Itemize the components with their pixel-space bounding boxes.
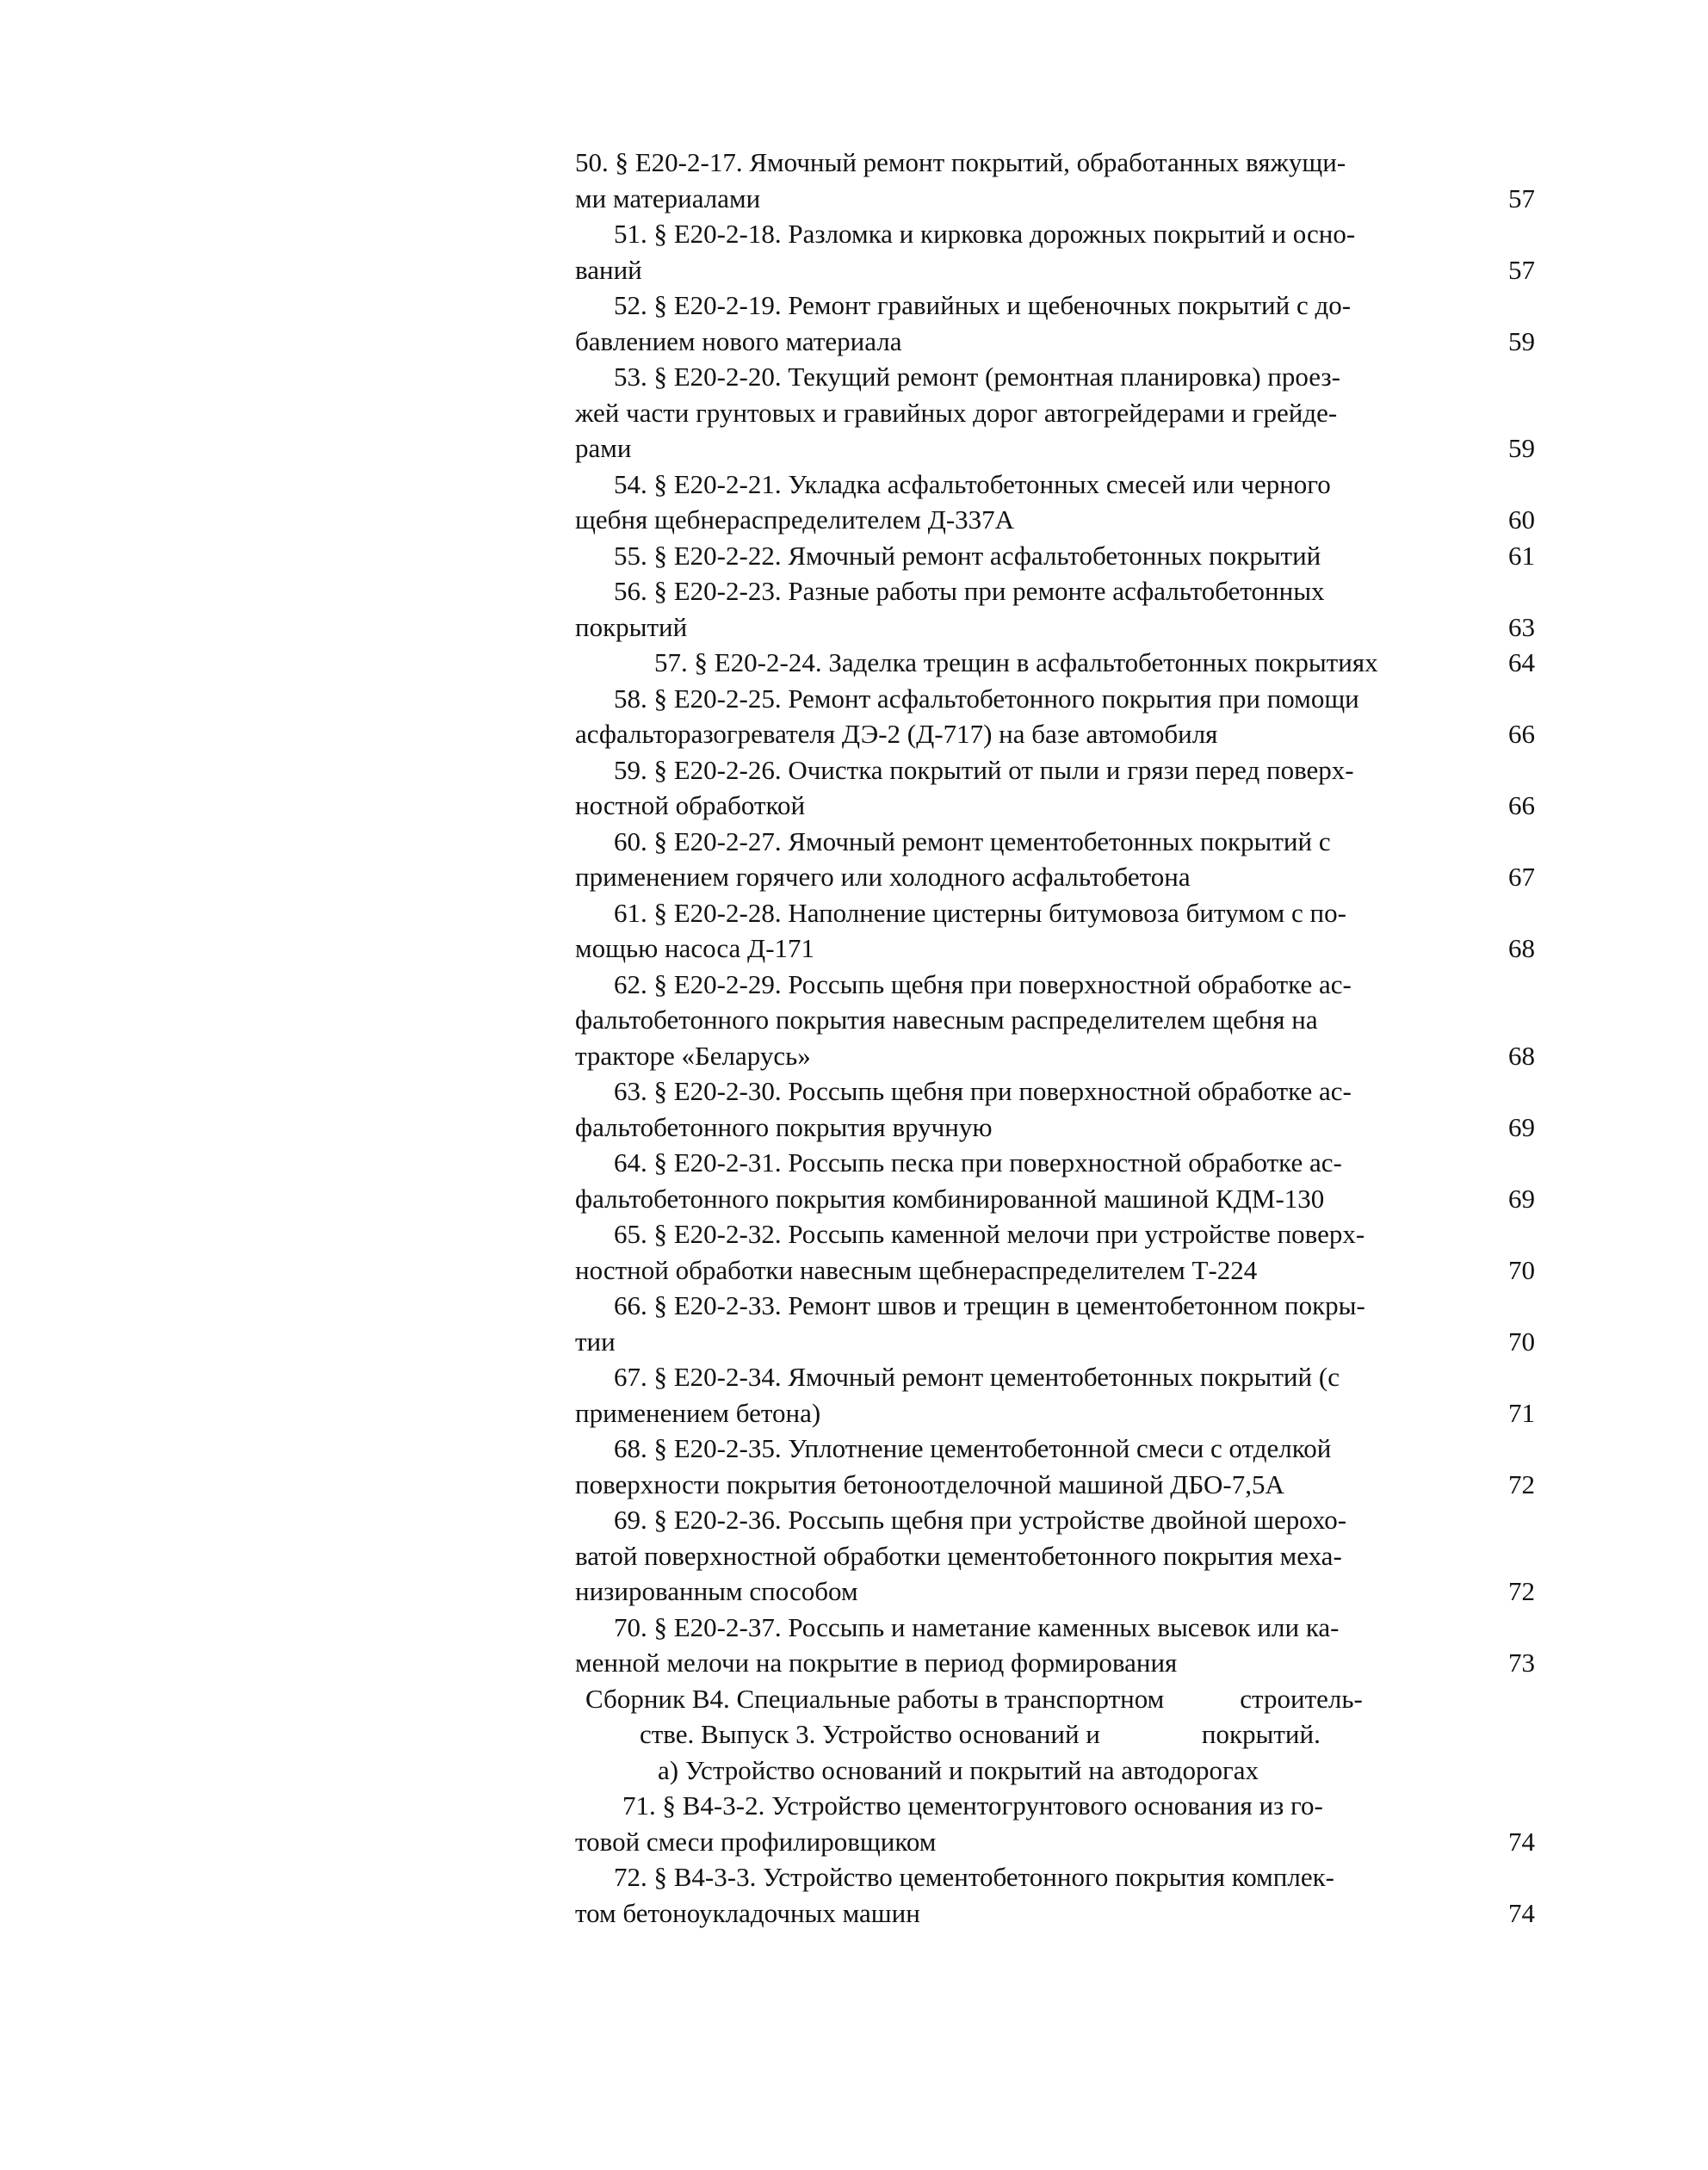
entry-line: 53. § Е20-2-20. Текущий ремонт (ремонтная планировка) проез- bbox=[614, 362, 1340, 392]
toc-entry bbox=[575, 752, 1565, 824]
entry-line: 67. § Е20-2-34. Ямочный ремонт цементобетонных покрытий (с bbox=[614, 1362, 1340, 1392]
section-heading-line bbox=[575, 1681, 1565, 1717]
entry-line: покрытий bbox=[575, 611, 688, 642]
entry-line: ваний bbox=[575, 254, 642, 285]
entry-line: 58. § Е20-2-25. Ремонт асфальтобетонного покрытия при помощи bbox=[614, 683, 1359, 714]
entry-line: применением горячего или холодного асфальтобетона bbox=[575, 862, 1191, 892]
entry-line: 69. § Е20-2-36. Россыпь щебня при устройстве двойной шерохо- bbox=[614, 1505, 1347, 1535]
entry-line: тракторе «Беларусь» bbox=[575, 1040, 811, 1071]
toc-entry bbox=[575, 645, 1565, 681]
entry-line: рами bbox=[575, 433, 632, 463]
entry-line: 51. § Е20-2-18. Разломка и кирковка дорожных покрытий и осно- bbox=[614, 219, 1356, 249]
entry-line: ностной обработкой bbox=[575, 790, 806, 820]
page-number: 59 bbox=[1508, 325, 1535, 356]
page-number: 59 bbox=[1508, 433, 1535, 463]
entry-line: 55. § Е20-2-22. Ямочный ремонт асфальтобетонных покрытий bbox=[614, 540, 1321, 571]
toc-entry bbox=[575, 287, 1565, 359]
toc-entry bbox=[575, 895, 1565, 967]
entry-line: щебня щебнераспределителем Д-337А bbox=[575, 504, 1015, 535]
toc-entry bbox=[575, 467, 1565, 538]
entry-line: менной мелочи на покрытие в период формирования bbox=[575, 1648, 1178, 1678]
section-heading-line bbox=[575, 1716, 1565, 1753]
entry-line: низированным способом bbox=[575, 1576, 858, 1606]
entry-line: 54. § Е20-2-21. Укладка асфальтобетонных смесей или черного bbox=[614, 468, 1331, 499]
entry-line: фальтобетонного покрытия вручную bbox=[575, 1111, 993, 1142]
section-text: Сборник В4. Специальные работы в транспортном bbox=[585, 1683, 1165, 1714]
toc-entry bbox=[575, 1216, 1565, 1288]
entry-line: 50. § Е20-2-17. Ямочный ремонт покрытий, обработанных вяжущи- bbox=[575, 147, 1346, 177]
entry-line: 68. § Е20-2-35. Уплотнение цементобетонной смеси с отделкой bbox=[614, 1433, 1332, 1463]
page-number: 71 bbox=[1508, 1397, 1535, 1428]
toc-entry bbox=[575, 1288, 1565, 1359]
page-number: 69 bbox=[1508, 1183, 1535, 1214]
entry-line: фальтобетонного покрытия навесным распределителем щебня на bbox=[575, 1005, 1318, 1035]
toc-entry bbox=[575, 1859, 1565, 1931]
entry-line: 71. § В4-3-2. Устройство цементогрунтового основания из го- bbox=[622, 1790, 1323, 1821]
toc-entry bbox=[575, 1502, 1565, 1610]
entry-line: 57. § Е20-2-24. Заделка трещин в асфальтобетонных покрытиях bbox=[654, 647, 1378, 677]
entry-line: жей части грунтовых и гравийных дорог автогрейдерами и грейде- bbox=[575, 397, 1338, 428]
entry-line: мощью насоса Д-171 bbox=[575, 933, 815, 963]
entry-line: применением бетона) bbox=[575, 1397, 821, 1428]
entry-line: том бетоноукладочных машин bbox=[575, 1897, 920, 1928]
toc-entry bbox=[575, 824, 1565, 895]
entry-line: 65. § Е20-2-32. Россыпь каменной мелочи при устройстве поверх- bbox=[614, 1219, 1365, 1249]
entry-line: 70. § Е20-2-37. Россыпь и наметание каменных высевок или ка- bbox=[614, 1611, 1340, 1642]
toc-entry bbox=[575, 573, 1565, 645]
page-number: 72 bbox=[1508, 1468, 1535, 1499]
toc-entry bbox=[575, 1073, 1565, 1145]
section-text: покрытий. bbox=[1201, 1719, 1321, 1749]
page-number: 63 bbox=[1508, 611, 1535, 642]
entry-line: поверхности покрытия бетоноотделочной машиной ДБО-7,5А bbox=[575, 1468, 1284, 1499]
entry-line: 64. § Е20-2-31. Россыпь песка при поверхностной обработке ас- bbox=[614, 1147, 1342, 1178]
section-subheading: а) Устройство оснований и покрытий на автодорогах bbox=[658, 1754, 1259, 1785]
page-number: 70 bbox=[1508, 1326, 1535, 1357]
toc-entry bbox=[575, 1431, 1565, 1502]
entry-line: 52. § Е20-2-19. Ремонт гравийных и щебеночных покрытий с до- bbox=[614, 290, 1352, 320]
table-of-contents bbox=[575, 145, 1565, 1931]
entry-line: 72. § В4-3-3. Устройство цементобетонного покрытия комплек- bbox=[614, 1862, 1334, 1892]
entry-line: ми материалами bbox=[575, 182, 761, 213]
toc-entry bbox=[575, 538, 1565, 574]
toc-entry bbox=[575, 967, 1565, 1074]
entry-line: 66. § Е20-2-33. Ремонт швов и трещин в цементобетонном покры- bbox=[614, 1290, 1365, 1320]
page-number: 72 bbox=[1508, 1576, 1535, 1606]
page-number: 68 bbox=[1508, 933, 1535, 963]
entry-line: 59. § Е20-2-26. Очистка покрытий от пыли и грязи перед поверх- bbox=[614, 754, 1354, 785]
section-text: стве. Выпуск 3. Устройство оснований и bbox=[640, 1719, 1100, 1749]
page-number: 57 bbox=[1508, 254, 1535, 285]
page-number: 74 bbox=[1508, 1897, 1535, 1928]
section-heading bbox=[575, 1681, 1565, 1789]
section-text: строитель- bbox=[1240, 1683, 1363, 1714]
toc-entry bbox=[575, 1145, 1565, 1216]
toc-entry bbox=[575, 1359, 1565, 1431]
toc-entry bbox=[575, 681, 1565, 752]
page-number: 64 bbox=[1508, 647, 1535, 677]
toc-entry bbox=[575, 145, 1565, 216]
page-number: 66 bbox=[1508, 719, 1535, 749]
entry-line: ватой поверхностной обработки цементобетонного покрытия меха- bbox=[575, 1540, 1342, 1571]
page-number: 67 bbox=[1508, 862, 1535, 892]
page-number: 73 bbox=[1508, 1648, 1535, 1678]
page-number: 69 bbox=[1508, 1111, 1535, 1142]
entry-line: бавлением нового материала bbox=[575, 325, 902, 356]
entry-line: асфальторазогревателя ДЭ-2 (Д-717) на базе автомобиля bbox=[575, 719, 1218, 749]
page-number: 61 bbox=[1508, 540, 1535, 571]
page-number: 60 bbox=[1508, 504, 1535, 535]
toc-entry bbox=[575, 216, 1565, 287]
entry-line: товой смеси профилировщиком bbox=[575, 1826, 937, 1857]
page-number: 57 bbox=[1508, 182, 1535, 213]
entry-line: 63. § Е20-2-30. Россыпь щебня при поверхностной обработке ас- bbox=[614, 1076, 1352, 1106]
entry-line: 62. § Е20-2-29. Россыпь щебня при поверхностной обработке ас- bbox=[614, 968, 1352, 999]
page-number: 66 bbox=[1508, 790, 1535, 820]
entry-line: 60. § Е20-2-27. Ямочный ремонт цементобетонных покрытий с bbox=[614, 825, 1331, 856]
entry-line: тии bbox=[575, 1326, 616, 1357]
entry-line: 56. § Е20-2-23. Разные работы при ремонте асфальтобетонных bbox=[614, 576, 1325, 606]
toc-entry bbox=[575, 1788, 1565, 1859]
entry-line: фальтобетонного покрытия комбинированной машиной КДМ-130 bbox=[575, 1183, 1325, 1214]
page-number: 70 bbox=[1508, 1254, 1535, 1285]
toc-entry bbox=[575, 1610, 1565, 1681]
page-number: 74 bbox=[1508, 1826, 1535, 1857]
toc-entry bbox=[575, 359, 1565, 467]
entry-line: ностной обработки навесным щебнераспределителем Т-224 bbox=[575, 1254, 1258, 1285]
page-number: 68 bbox=[1508, 1040, 1535, 1071]
entry-line: 61. § Е20-2-28. Наполнение цистерны битумовоза битумом с по- bbox=[614, 897, 1346, 928]
